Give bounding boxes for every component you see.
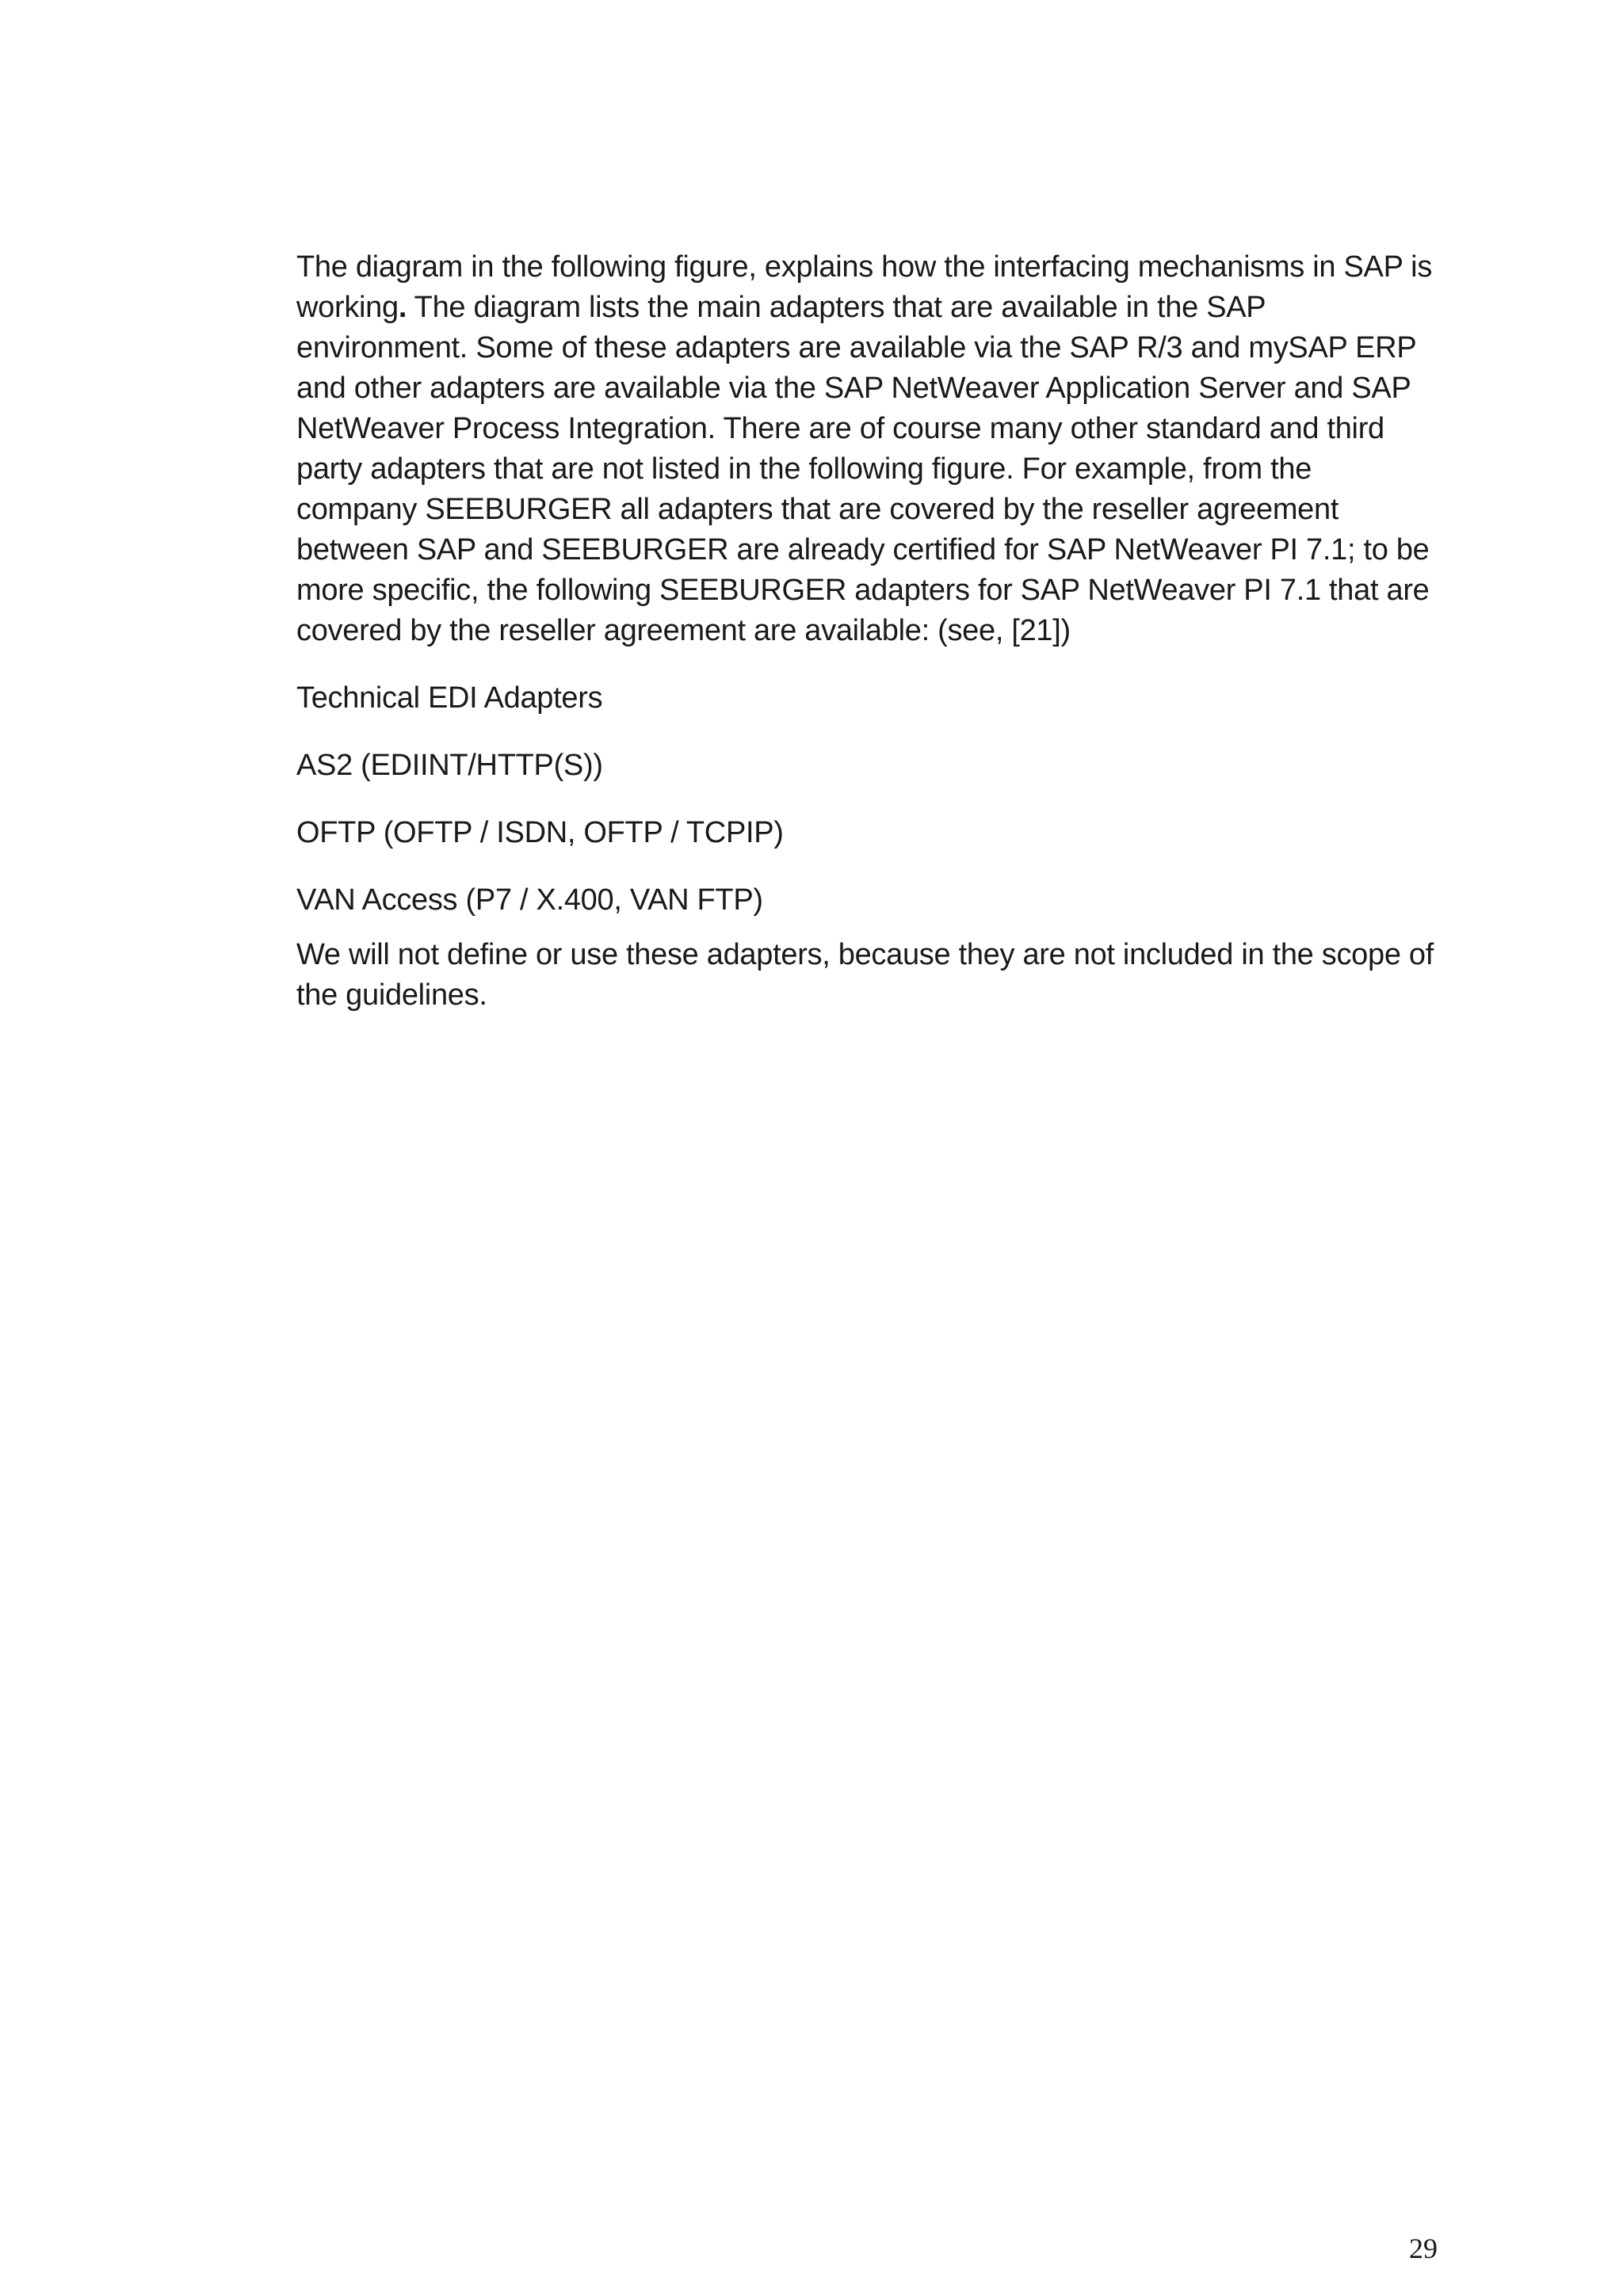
intro-text-part1: The diagram in the following figure, explains how the interfacing mechanisms in SAP is working [296,250,1433,324]
adapter-list-item: Technical EDI Adapters [296,681,603,715]
intro-text-part2: The diagram lists the main adapters that are available in the SAP environment. Some of these adapters are available via the SAP R/3 and mySAP ERP and other adapters are available via the SAP NetWeaver Application Server and SAP NetWeaver Process Integration. There are of course many other standard and third party adapters that are not listed in the following figure. For example, from the company SEEBURGER all adapters that are covered by the reseller agreement between SAP and SEEBURGER are already certified for SAP NetWeaver PI 7.1; to be more specific, the following SEEBURGER adapters for SAP NetWeaver PI 7.1 that are covered by the reseller agreement are available: (see, [21]) [296,291,1430,647]
adapter-list-item: VAN Access (P7 / X.400, VAN FTP) [296,883,763,917]
adapter-list-item: OFTP (OFTP / ISDN, OFTP / TCPIP) [296,816,784,849]
closing-paragraph: We will not define or use these adapters, because they are not included in the scope of the guidelines. [296,938,1434,1012]
page-content [296,247,1438,1016]
adapter-list-item: AS2 (EDIINT/HTTP(S)) [296,749,603,782]
page-number: 29 [1409,2233,1438,2264]
intro-bold-period: . [398,291,407,324]
intro-paragraph [296,247,1438,651]
